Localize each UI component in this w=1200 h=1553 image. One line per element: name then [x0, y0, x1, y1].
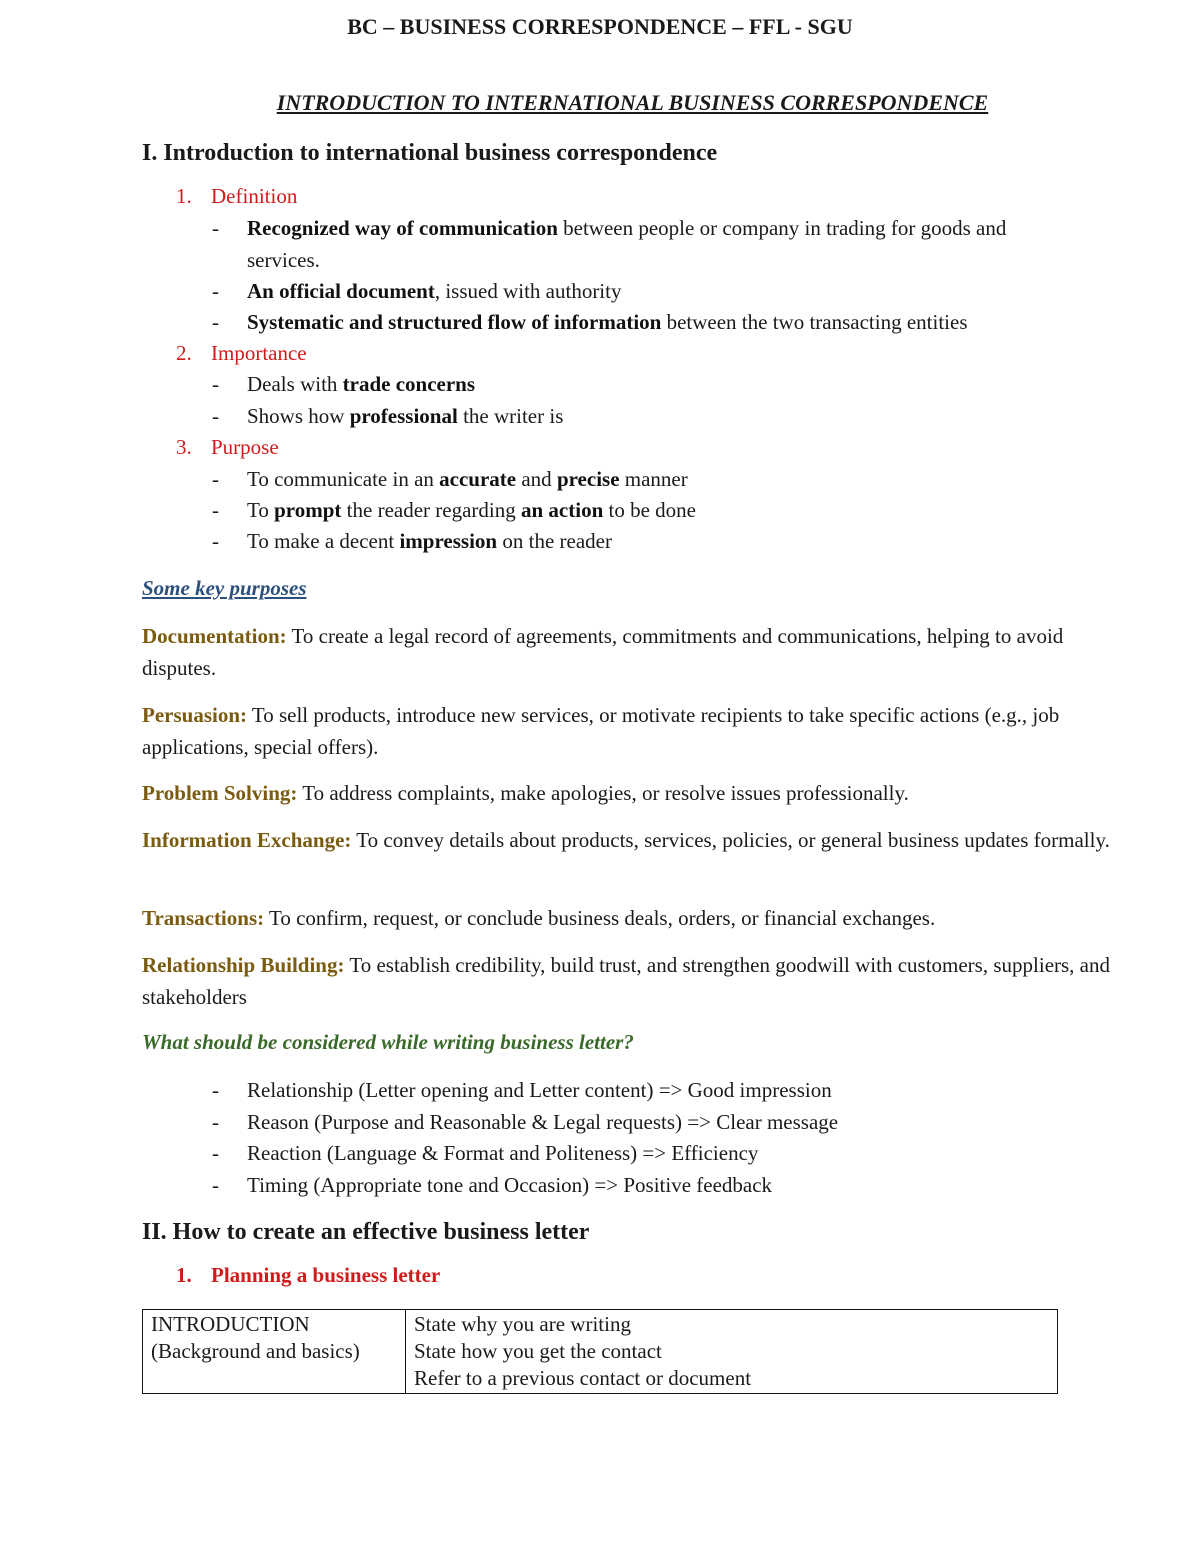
key-purpose-paragraph	[142, 824, 1122, 856]
consideration-item: Timing (Appropriate tone and Occasion) => Positive feedback	[247, 1173, 773, 1197]
section-2-heading: II. How to create an effective business letter	[142, 1219, 590, 1245]
dash-bullet: -	[212, 1141, 219, 1165]
considerations-question: What should be considered while writing business letter?	[142, 1030, 634, 1054]
item-title: Definition	[211, 184, 298, 208]
text-span: , issued with authority	[434, 279, 622, 303]
key-purpose-text: To establish credibility, build trust, and strengthen goodwill with customers, suppliers, and stakeholders	[142, 953, 1110, 1009]
table-row	[143, 1310, 1058, 1394]
bullet-text	[247, 400, 1117, 432]
dash-bullet: -	[212, 529, 219, 553]
key-purpose-text: To address complaints, make apologies, or resolve issues professionally.	[297, 781, 909, 805]
dash-bullet: -	[212, 372, 219, 396]
bullet-text	[247, 463, 1117, 495]
key-purpose-paragraph	[142, 699, 1122, 763]
text-span: To communicate in an	[247, 467, 440, 491]
content-line: Refer to a previous contact or document	[414, 1366, 752, 1390]
dash-bullet: -	[212, 1110, 219, 1134]
text-span: between people or company in trading for goods and	[557, 216, 1007, 240]
text-span: and	[516, 467, 557, 491]
bullet-text	[247, 306, 1117, 338]
document-title: INTRODUCTION TO INTERNATIONAL BUSINESS CORRESPONDENCE	[276, 90, 989, 115]
bullet-text	[247, 368, 1117, 400]
key-purpose-paragraph	[142, 902, 1122, 934]
consideration-item: Relationship (Letter opening and Letter content) => Good impression	[247, 1078, 832, 1102]
key-purpose-label: Problem Solving:	[142, 781, 298, 805]
key-purposes-heading: Some key purposes	[142, 576, 307, 600]
page-header: BC – BUSINESS CORRESPONDENCE – FFL - SGU	[347, 14, 853, 39]
bold-phrase: Systematic and structured flow of information	[247, 310, 662, 334]
text-span: on the reader	[497, 529, 612, 553]
text-span: the reader regarding	[341, 498, 521, 522]
numbered-item-planning	[176, 1263, 440, 1288]
dash-bullet: -	[212, 498, 219, 522]
table-cell-section	[143, 1310, 406, 1394]
bullet-text	[247, 525, 1117, 557]
key-purpose-label: Documentation:	[142, 624, 287, 648]
item-number: 2.	[176, 341, 192, 365]
bullet-text	[247, 275, 1117, 307]
bullet-text	[247, 494, 1117, 526]
section-1-heading: I. Introduction to international business correspondence	[142, 140, 718, 166]
bold-phrase: trade concerns	[342, 372, 476, 396]
content-line: State how you get the contact	[414, 1339, 662, 1363]
item-title: Planning a business letter	[211, 1263, 441, 1287]
key-purpose-label: Information Exchange:	[142, 828, 352, 852]
key-purpose-paragraph	[142, 949, 1122, 1013]
bold-phrase: impression	[399, 529, 498, 553]
planning-table	[142, 1309, 1058, 1394]
text-span: to be done	[603, 498, 696, 522]
dash-bullet: -	[212, 310, 219, 334]
bold-phrase: Recognized way of communication	[247, 216, 558, 240]
bold-phrase: An official document	[247, 279, 435, 303]
bold-phrase: precise	[556, 467, 620, 491]
section-name: INTRODUCTION	[151, 1312, 310, 1336]
bold-phrase: an action	[521, 498, 604, 522]
bold-phrase: accurate	[439, 467, 517, 491]
item-title: Importance	[211, 341, 307, 365]
item-number: 1.	[176, 184, 192, 208]
consideration-item: Reaction (Language & Format and Politeness) => Efficiency	[247, 1141, 759, 1165]
key-purpose-paragraph	[142, 777, 1122, 809]
dash-bullet: -	[212, 467, 219, 491]
text-span: Shows how	[247, 404, 350, 428]
dash-bullet: -	[212, 1173, 219, 1197]
text-span: To make a decent	[247, 529, 400, 553]
item-number: 3.	[176, 435, 192, 459]
key-purpose-text: To convey details about products, services, policies, or general business updates formally.	[351, 828, 1110, 852]
numbered-item-purpose	[176, 435, 279, 460]
bullet-text-continued: services.	[247, 248, 320, 272]
key-purpose-text: To create a legal record of agreements, commitments and communications, helping to avoid disputes.	[142, 624, 1064, 680]
bold-phrase: prompt	[274, 498, 342, 522]
key-purpose-label: Persuasion:	[142, 703, 247, 727]
key-purpose-paragraph	[142, 620, 1122, 684]
consideration-item: Reason (Purpose and Reasonable & Legal requests) => Clear message	[247, 1110, 839, 1134]
numbered-item-importance	[176, 341, 307, 366]
key-purpose-label: Transactions:	[142, 906, 265, 930]
dash-bullet: -	[212, 216, 219, 240]
table-cell-content	[406, 1310, 1058, 1394]
dash-bullet: -	[212, 279, 219, 303]
dash-bullet: -	[212, 1078, 219, 1102]
numbered-item-definition	[176, 184, 297, 209]
content-line: State why you are writing	[414, 1312, 631, 1336]
bold-phrase: professional	[349, 404, 458, 428]
section-description: (Background and basics)	[151, 1339, 360, 1363]
key-purpose-text: To sell products, introduce new services, or motivate recipients to take specific actions (e.g., job applications, special offers).	[142, 703, 1060, 759]
item-title: Purpose	[211, 435, 279, 459]
text-span: the writer is	[457, 404, 564, 428]
text-span: between the two transacting entities	[661, 310, 968, 334]
text-span: To	[247, 498, 275, 522]
text-span: Deals with	[247, 372, 343, 396]
item-number: 1.	[176, 1263, 192, 1287]
text-span: manner	[619, 467, 688, 491]
key-purpose-label: Relationship Building:	[142, 953, 345, 977]
dash-bullet: -	[212, 404, 219, 428]
bullet-text	[247, 212, 1117, 244]
key-purpose-text: To confirm, request, or conclude business deals, orders, or financial exchanges.	[264, 906, 936, 930]
